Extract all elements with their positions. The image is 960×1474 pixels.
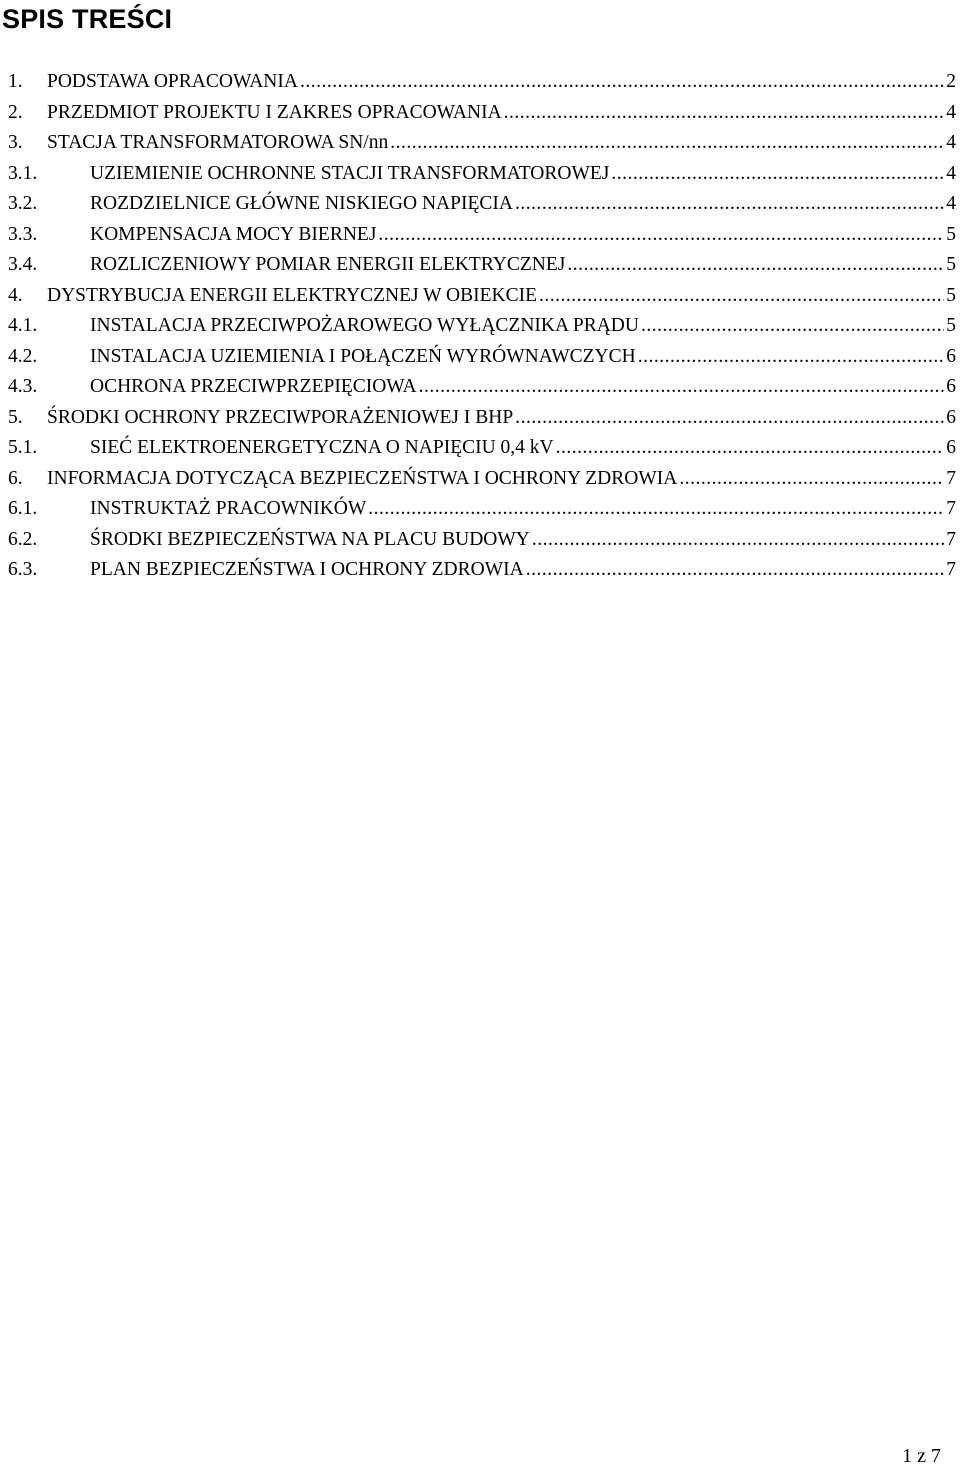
- toc-leader-dots: [638, 342, 945, 372]
- toc-entry-3-2[interactable]: [8, 189, 956, 220]
- toc-entry-title: PODSTAWA OPRACOWANIA: [47, 71, 298, 92]
- toc-entry-number: 3.: [8, 132, 23, 153]
- toc-entry-page: 5: [946, 254, 956, 275]
- toc-entry-6[interactable]: [8, 464, 956, 495]
- toc-entry-number: 3.4.: [8, 254, 38, 275]
- toc-entry-title: DYSTRYBUCJA ENERGII ELEKTRYCZNEJ W OBIEKCIE: [47, 284, 538, 306]
- toc-entry-title: STACJA TRANSFORMATOROWA SN/nn: [47, 132, 389, 153]
- toc-entry-number: 4.2.: [8, 345, 38, 367]
- toc-entry-4-2[interactable]: [8, 342, 956, 373]
- toc-entry-title: ŚRODKI OCHRONY PRZECIWPORAŻENIOWEJ I BHP: [47, 406, 514, 428]
- toc-entry-page: 2: [946, 71, 956, 92]
- toc-entry-number: 6.1.: [8, 498, 38, 519]
- toc-leader-dots: [368, 494, 944, 524]
- toc-entry-page: 5: [946, 284, 956, 306]
- toc-entry-page: 6: [946, 345, 956, 367]
- toc-entry-4[interactable]: [8, 281, 956, 312]
- toc-entry-3-1[interactable]: [8, 159, 956, 190]
- toc-entry-page: 4: [946, 193, 956, 214]
- toc-entry-title: INFORMACJA DOTYCZĄCA BEZPIECZEŃSTWA I OCHRONY ZDROWIA: [47, 467, 678, 489]
- toc-entry-6-2[interactable]: [8, 525, 956, 556]
- toc-leader-dots: [419, 372, 945, 402]
- toc-entry-number: 3.2.: [8, 193, 38, 214]
- toc-entry-title: UZIEMIENIE OCHRONNE STACJI TRANSFORMATOROWEJ: [90, 162, 610, 184]
- toc-leader-dots: [679, 464, 944, 494]
- toc-leader-dots: [515, 403, 944, 433]
- toc-entry-title: INSTRUKTAŻ PRACOWNIKÓW: [90, 498, 367, 519]
- toc-entry-page: 6: [946, 406, 956, 428]
- toc-leader-dots: [556, 433, 945, 463]
- toc-entry-5-1[interactable]: [8, 433, 956, 464]
- toc-entry-number: 3.3.: [8, 223, 38, 245]
- toc-entry-title: ROZDZIELNICE GŁÓWNE NISKIEGO NAPIĘCIA: [90, 193, 513, 214]
- toc-entry-4-1[interactable]: [8, 311, 956, 342]
- toc-entry-3-4[interactable]: [8, 250, 956, 281]
- toc-entry-page: 5: [946, 223, 956, 245]
- toc-entry-page: 7: [946, 559, 956, 580]
- toc-leader-dots: [526, 555, 945, 585]
- toc-entry-number: 4.3.: [8, 376, 38, 397]
- toc-entry-number: 5.1.: [8, 437, 38, 458]
- toc-entry-4-3[interactable]: [8, 372, 956, 403]
- toc-entry-number: 2.: [8, 101, 23, 123]
- toc-entry-title: PRZEDMIOT PROJEKTU I ZAKRES OPRACOWANIA: [47, 101, 502, 123]
- toc-leader-dots: [539, 281, 944, 311]
- toc-leader-dots: [532, 525, 944, 555]
- toc-entry-page: 7: [946, 467, 956, 489]
- toc-entry-number: 6.: [8, 467, 23, 489]
- page-number-footer: 1 z 7: [902, 1445, 941, 1467]
- toc-entry-number: 6.2.: [8, 528, 38, 550]
- toc-entry-page: 4: [946, 162, 956, 184]
- toc-entry-number: 4.1.: [8, 315, 38, 336]
- toc-entry-page: 6: [946, 376, 956, 397]
- toc-leader-dots: [390, 128, 944, 158]
- toc-entry-title: KOMPENSACJA MOCY BIERNEJ: [90, 223, 377, 245]
- toc-entry-number: 3.1.: [8, 162, 38, 184]
- toc-entry-page: 7: [946, 498, 956, 519]
- toc-entry-page: 6: [946, 437, 956, 458]
- toc-entry-6-1[interactable]: [8, 494, 956, 525]
- page-title: SPIS TREŚCI: [2, 4, 173, 34]
- toc-entry-title: OCHRONA PRZECIWPRZEPIĘCIOWA: [90, 376, 417, 397]
- toc-entry-5[interactable]: [8, 403, 956, 434]
- toc-entry-6-3[interactable]: [8, 555, 956, 586]
- toc-leader-dots: [515, 189, 944, 219]
- toc-entry-1[interactable]: [8, 67, 956, 98]
- toc-entry-title: ŚRODKI BEZPIECZEŃSTWA NA PLACU BUDOWY: [90, 528, 530, 550]
- toc-entry-title: INSTALACJA PRZECIWPOŻAROWEGO WYŁĄCZNIKA PRĄDU: [90, 315, 639, 336]
- toc-entry-title: SIEĆ ELEKTROENERGETYCZNA O NAPIĘCIU 0,4 kV: [90, 437, 554, 458]
- toc-entry-page: 5: [946, 315, 956, 336]
- toc-entry-page: 4: [946, 132, 956, 153]
- toc-leader-dots: [611, 159, 944, 189]
- toc-entry-title: PLAN BEZPIECZEŃSTWA I OCHRONY ZDROWIA: [90, 559, 524, 580]
- toc-entry-2[interactable]: [8, 98, 956, 129]
- toc-entry-number: 4.: [8, 284, 23, 306]
- toc-entry-page: 4: [946, 101, 956, 123]
- toc-entry-title: ROZLICZENIOWY POMIAR ENERGII ELEKTRYCZNEJ: [90, 254, 566, 275]
- toc-leader-dots: [300, 67, 944, 97]
- toc-leader-dots: [378, 220, 944, 250]
- table-of-contents: [8, 67, 956, 586]
- toc-entry-page: 7: [946, 528, 956, 550]
- toc-leader-dots: [567, 250, 944, 280]
- toc-entry-number: 1.: [8, 71, 23, 92]
- toc-entry-number: 6.3.: [8, 559, 38, 580]
- toc-entry-3[interactable]: [8, 128, 956, 159]
- toc-leader-dots: [641, 311, 944, 341]
- toc-entry-title: INSTALACJA UZIEMIENIA I POŁĄCZEŃ WYRÓWNAWCZYCH: [90, 345, 636, 367]
- toc-entry-number: 5.: [8, 406, 23, 428]
- toc-entry-3-3[interactable]: [8, 220, 956, 251]
- toc-leader-dots: [504, 98, 945, 128]
